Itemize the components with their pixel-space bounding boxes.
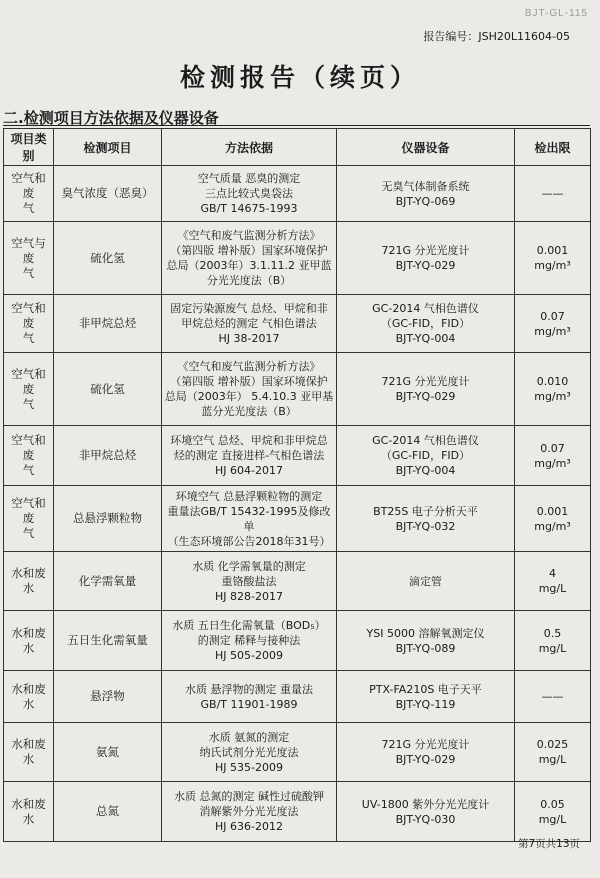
instrument-cell-line: BJT-YQ-032 — [395, 519, 456, 533]
category-cell — [4, 552, 54, 611]
category-cell-line: 气 — [22, 331, 35, 345]
method-cell-line: 《空气和废气监测分析方法》 — [177, 360, 321, 373]
table-body — [4, 166, 591, 842]
item-cell: 总悬浮颗粒物 — [54, 486, 162, 552]
method-cell-line: 《空气和废气监测分析方法》 — [177, 229, 321, 242]
page-title: 检测报告（续页） — [179, 63, 420, 92]
instrument-cell — [337, 295, 515, 353]
instrument-cell-line: BJT-YQ-069 — [395, 194, 456, 208]
category-cell-line: 空气和废 — [11, 433, 46, 462]
table-row — [4, 486, 591, 552]
method-cell-line: 总局（2003年）3.1.11.2 亚甲蓝 — [166, 259, 332, 272]
category-cell — [4, 723, 54, 782]
instrument-cell — [337, 166, 515, 222]
limit-cell-line: 0.001 — [536, 244, 569, 257]
limit-cell — [515, 426, 591, 486]
method-cell-line: （第四版 增补版）国家环境保护 — [170, 244, 328, 257]
header-item: 检测项目 — [54, 129, 162, 166]
category-cell — [4, 222, 54, 295]
table-row — [4, 552, 591, 611]
category-cell — [4, 426, 54, 486]
item-cell: 悬浮物 — [54, 671, 162, 723]
category-cell-line: 空气和废 — [11, 301, 46, 330]
method-cell-line: GB/T 14675-1993 — [200, 202, 298, 215]
instrument-cell-line: BJT-YQ-004 — [395, 464, 456, 477]
category-cell-line: 水和废水 — [11, 681, 46, 711]
category-cell-line: 气 — [22, 526, 35, 540]
limit-cell-line: 0.025 — [536, 738, 569, 751]
limit-cell-line: mg/m³ — [534, 456, 571, 470]
category-cell — [4, 611, 54, 671]
category-cell — [4, 166, 54, 222]
method-cell-line: HJ 604-2017 — [215, 464, 283, 477]
limit-cell-line: mg/m³ — [534, 390, 571, 403]
method-cell-line: 纳氏试剂分光光度法 — [199, 745, 299, 759]
category-cell — [4, 353, 54, 426]
method-cell — [162, 222, 337, 295]
item-cell: 总氮 — [54, 782, 162, 842]
table-row — [4, 611, 591, 671]
method-cell-line: 的测定 稀释与接种法 — [197, 634, 301, 647]
instrument-cell-line: GC-2014 气相色谱仪 — [372, 302, 479, 315]
limit-cell-line: mg/m³ — [534, 324, 571, 338]
table-header-row — [4, 129, 591, 166]
limit-cell-line: mg/L — [538, 641, 567, 655]
section-underline — [3, 125, 590, 126]
method-cell-line: 环境空气 总烃、甲烷和非甲烷总 — [170, 434, 328, 447]
header-category: 项目类别 — [4, 129, 54, 166]
category-cell-line: 水和废水 — [11, 625, 46, 655]
category-cell-line: 气 — [22, 265, 35, 280]
header-method: 方法依据 — [162, 129, 337, 166]
method-cell-line: 水质 悬浮物的测定 重量法 — [185, 682, 313, 696]
category-cell-line: 空气和废 — [11, 366, 46, 396]
method-cell-line: 蓝分光光度法（B） — [201, 405, 297, 418]
method-cell-line: 水质 化学需氧量的测定 — [192, 559, 306, 573]
limit-cell-line: 0.5 — [543, 626, 562, 640]
instrument-cell-line: 721G 分光光度计 — [381, 738, 470, 751]
category-cell — [4, 671, 54, 723]
limit-cell-line: 4 — [549, 567, 556, 580]
limit-cell-line: 0.07 — [540, 309, 565, 323]
limit-cell-line: mg/m³ — [534, 259, 571, 272]
category-cell-line: 空气和废 — [11, 496, 46, 525]
instrument-cell — [337, 426, 515, 486]
table-row — [4, 222, 591, 295]
method-cell-line: 分光光度法（B） — [206, 274, 292, 287]
table-row — [4, 723, 591, 782]
table-row — [4, 166, 591, 222]
method-cell-line: （生态环境部公告2018年31号） — [167, 534, 331, 548]
item-cell: 五日生化需氧量 — [54, 611, 162, 671]
instrument-cell-line: BT25S 电子分析天平 — [373, 504, 478, 518]
method-table — [3, 128, 591, 842]
item-cell: 硫化氢 — [54, 222, 162, 295]
page-number: 第7页共13页 — [517, 838, 580, 850]
instrument-cell-line: 721G 分光光度计 — [381, 244, 470, 257]
limit-cell-line: 0.010 — [536, 375, 569, 388]
instrument-cell — [337, 353, 515, 426]
table-row — [4, 782, 591, 842]
method-cell — [162, 353, 337, 426]
instrument-cell — [337, 723, 515, 782]
table-row — [4, 295, 591, 353]
instrument-cell-line: BJT-YQ-119 — [395, 697, 456, 711]
limit-cell-line: —— — [541, 690, 564, 703]
method-cell-line: 重铬酸盐法 — [221, 574, 277, 588]
limit-cell — [515, 723, 591, 782]
table-row — [4, 426, 591, 486]
report-number: 报告编号：JSH20L11604-05 — [423, 30, 570, 43]
instrument-cell — [337, 782, 515, 842]
limit-cell-line: 0.001 — [536, 504, 569, 518]
item-cell: 化学需氧量 — [54, 552, 162, 611]
method-cell-line: HJ 505-2009 — [215, 649, 283, 662]
method-cell-line: GB/T 11901-1989 — [200, 697, 298, 711]
limit-cell-line: mg/L — [538, 753, 567, 766]
limit-cell-line: mg/m³ — [534, 519, 571, 533]
category-cell — [4, 486, 54, 552]
category-cell-line: 水和废水 — [11, 796, 46, 826]
method-cell — [162, 671, 337, 723]
instrument-cell-line: BJT-YQ-089 — [395, 641, 456, 655]
category-cell-line: 空气与废 — [11, 235, 46, 265]
category-cell-line: 水和废水 — [11, 737, 46, 766]
header-instrument: 仪器设备 — [337, 129, 515, 166]
method-cell — [162, 295, 337, 353]
item-cell: 臭气浓度（恶臭） — [54, 166, 162, 222]
instrument-cell — [337, 222, 515, 295]
table-row — [4, 353, 591, 426]
item-cell: 氨氮 — [54, 723, 162, 782]
limit-cell — [515, 552, 591, 611]
method-cell-line: 甲烷总烃的测定 气相色谱法 — [181, 317, 317, 330]
limit-cell-line: 0.05 — [540, 797, 565, 811]
item-cell: 非甲烷总烃 — [54, 426, 162, 486]
method-cell-line: 水质 五日生化需氧量（BOD₅） — [172, 619, 326, 632]
instrument-cell — [337, 671, 515, 723]
category-cell — [4, 295, 54, 353]
method-cell-line: 固定污染源废气 总烃、甲烷和非 — [170, 302, 328, 315]
method-cell-line: HJ 636-2012 — [215, 820, 283, 833]
method-cell-line: HJ 38-2017 — [218, 332, 280, 345]
instrument-cell — [337, 552, 515, 611]
method-cell-line: 消解紫外分光光度法 — [199, 805, 299, 818]
instrument-cell-line: BJT-YQ-029 — [395, 259, 456, 272]
limit-cell-line: mg/L — [538, 582, 567, 595]
method-cell-line: 空气质量 恶臭的测定 — [197, 172, 301, 185]
limit-cell — [515, 353, 591, 426]
method-cell — [162, 611, 337, 671]
category-cell-line: 水和废水 — [11, 566, 46, 595]
limit-cell — [515, 486, 591, 552]
method-cell-line: 总局（2003年） 5.4.10.3 亚甲基 — [164, 390, 334, 403]
instrument-cell-line: （GC-FID，FID） — [380, 449, 471, 462]
method-cell — [162, 166, 337, 222]
limit-cell — [515, 166, 591, 222]
method-cell-line: 烃的测定 直接进样-气相色谱法 — [173, 449, 325, 462]
method-cell — [162, 782, 337, 842]
item-cell: 非甲烷总烃 — [54, 295, 162, 353]
method-cell — [162, 552, 337, 611]
instrument-cell — [337, 486, 515, 552]
instrument-cell-line: 滴定管 — [409, 574, 442, 588]
header-limit: 检出限 — [515, 129, 591, 166]
limit-cell — [515, 611, 591, 671]
instrument-cell-line: BJT-YQ-030 — [395, 812, 456, 826]
table-row — [4, 671, 591, 723]
limit-cell — [515, 671, 591, 723]
limit-cell-line: 0.07 — [540, 441, 565, 455]
instrument-cell-line: YSI 5000 溶解氧测定仪 — [366, 626, 485, 640]
method-cell-line: HJ 828-2017 — [215, 589, 283, 603]
method-cell-line: 水质 总氮的测定 碱性过硫酸钾 — [174, 790, 324, 803]
instrument-cell-line: PTX-FA210S 电子天平 — [369, 682, 482, 696]
category-cell-line: 气 — [22, 463, 35, 477]
category-cell-line: 气 — [22, 396, 35, 411]
limit-cell-line: —— — [541, 187, 564, 200]
category-cell-line: 气 — [22, 201, 35, 215]
method-cell-line: 三点比较式臭袋法 — [205, 187, 293, 200]
instrument-cell-line: BJT-YQ-004 — [395, 332, 456, 345]
method-cell — [162, 723, 337, 782]
instrument-cell-line: 无臭气体制备系统 — [381, 179, 470, 193]
method-cell-line: 重量法GB/T 15432-1995及修改单 — [167, 504, 331, 533]
category-cell-line: 空气和废 — [11, 171, 46, 200]
instrument-cell-line: BJT-YQ-029 — [395, 753, 456, 766]
method-cell-line: （第四版 增补版）国家环境保护 — [170, 375, 328, 388]
limit-cell — [515, 295, 591, 353]
method-cell-line: HJ 535-2009 — [215, 760, 283, 774]
instrument-cell-line: BJT-YQ-029 — [395, 390, 456, 403]
corner-stamp: BJT-GL-115 — [524, 8, 588, 19]
method-cell-line: 水质 氨氮的测定 — [208, 730, 290, 744]
method-cell-line: 环境空气 总悬浮颗粒物的测定 — [175, 489, 323, 503]
method-cell — [162, 426, 337, 486]
limit-cell-line: mg/L — [538, 812, 567, 826]
section-title: 二.检测项目方法依据及仪器设备 — [3, 109, 219, 127]
instrument-cell-line: GC-2014 气相色谱仪 — [372, 434, 479, 447]
instrument-cell-line: UV-1800 紫外分光光度计 — [361, 797, 490, 811]
limit-cell — [515, 222, 591, 295]
instrument-cell-line: 721G 分光光度计 — [381, 375, 470, 388]
method-cell — [162, 486, 337, 552]
instrument-cell — [337, 611, 515, 671]
category-cell — [4, 782, 54, 842]
item-cell: 硫化氢 — [54, 353, 162, 426]
instrument-cell-line: （GC-FID，FID） — [380, 317, 471, 330]
limit-cell — [515, 782, 591, 842]
